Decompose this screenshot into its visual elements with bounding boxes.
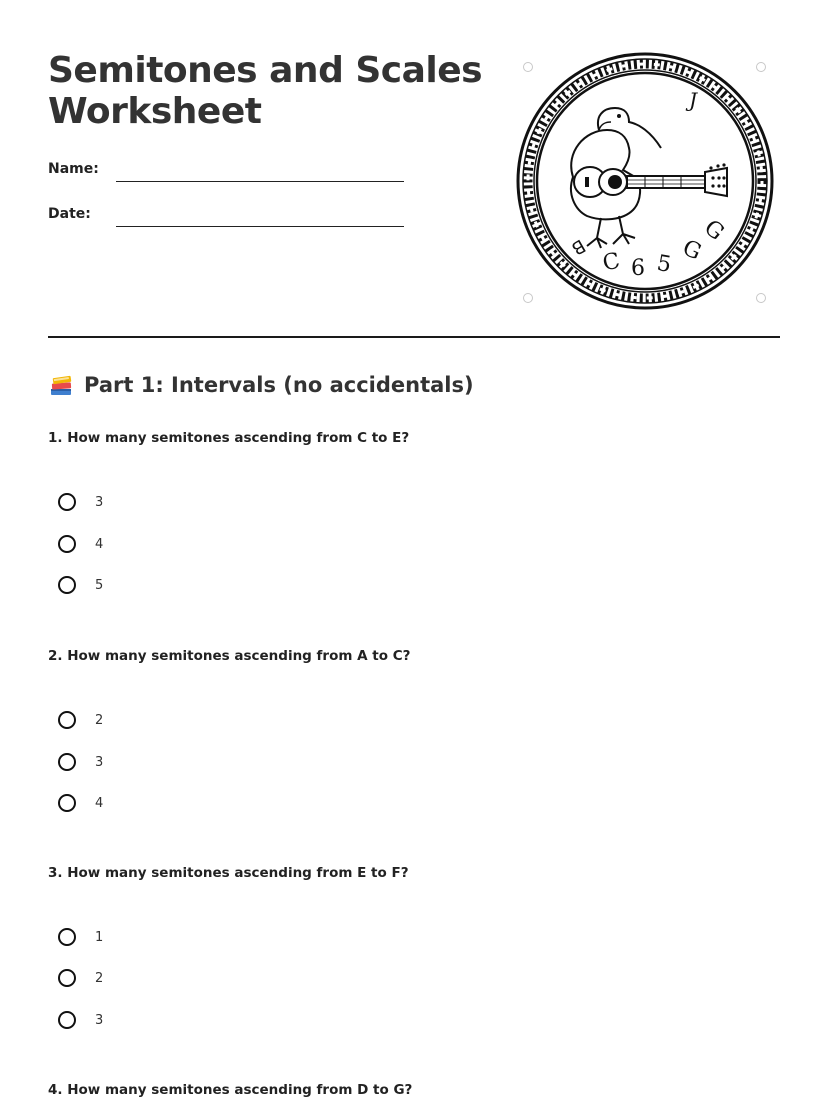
logo-note-6: G xyxy=(699,215,729,246)
kiwi-guitar-logo[interactable] xyxy=(515,52,775,312)
logo-note-2: C xyxy=(600,248,623,277)
option-label: 1 xyxy=(95,929,104,945)
option-label: 2 xyxy=(95,712,104,728)
q2-option-3[interactable] xyxy=(58,794,103,812)
logo-corner-letter: J xyxy=(689,88,698,112)
logo-note-3: 6 xyxy=(631,256,645,281)
radio-button[interactable] xyxy=(58,535,76,553)
option-label: 3 xyxy=(95,754,104,770)
logo-image xyxy=(515,52,775,312)
q2-option-1[interactable] xyxy=(58,711,103,729)
q3-option-2[interactable] xyxy=(58,969,103,987)
section-title-text: Part 1: Intervals (no accidentals) xyxy=(84,373,474,397)
q3-option-3[interactable] xyxy=(58,1011,103,1029)
radio-button[interactable] xyxy=(58,576,76,594)
q1-option-3[interactable] xyxy=(58,576,103,594)
question-2: 2. How many semitones ascending from A to C? xyxy=(48,648,411,664)
option-label: 4 xyxy=(95,795,104,811)
radio-button[interactable] xyxy=(58,711,76,729)
radio-button[interactable] xyxy=(58,1011,76,1029)
radio-button[interactable] xyxy=(58,969,76,987)
name-field[interactable] xyxy=(116,181,404,182)
logo-note-4: 5 xyxy=(654,250,674,279)
q2-option-2[interactable] xyxy=(58,753,103,771)
date-label: Date: xyxy=(48,206,91,222)
section-heading xyxy=(48,372,474,398)
q1-option-2[interactable] xyxy=(58,535,103,553)
radio-button[interactable] xyxy=(58,753,76,771)
q3-option-1[interactable] xyxy=(58,928,103,946)
option-label: 2 xyxy=(95,970,104,986)
question-4: 4. How many semitones ascending from D to G? xyxy=(48,1082,413,1098)
logo-note-5: G xyxy=(678,235,705,266)
option-label: 4 xyxy=(95,536,104,552)
logo-note-1: ꓭ xyxy=(568,236,590,261)
books-icon xyxy=(48,372,74,398)
question-1: 1. How many semitones ascending from C to E? xyxy=(48,430,410,446)
worksheet-title: Semitones and Scales Worksheet xyxy=(48,50,483,132)
option-label: 3 xyxy=(95,1012,104,1028)
question-3: 3. How many semitones ascending from E to F? xyxy=(48,865,409,881)
section-divider xyxy=(48,336,780,338)
option-label: 3 xyxy=(95,494,104,510)
option-label: 5 xyxy=(95,577,104,593)
radio-button[interactable] xyxy=(58,493,76,511)
radio-button[interactable] xyxy=(58,794,76,812)
name-label: Name: xyxy=(48,161,99,177)
radio-button[interactable] xyxy=(58,928,76,946)
q1-option-1[interactable] xyxy=(58,493,103,511)
date-field[interactable] xyxy=(116,226,404,227)
